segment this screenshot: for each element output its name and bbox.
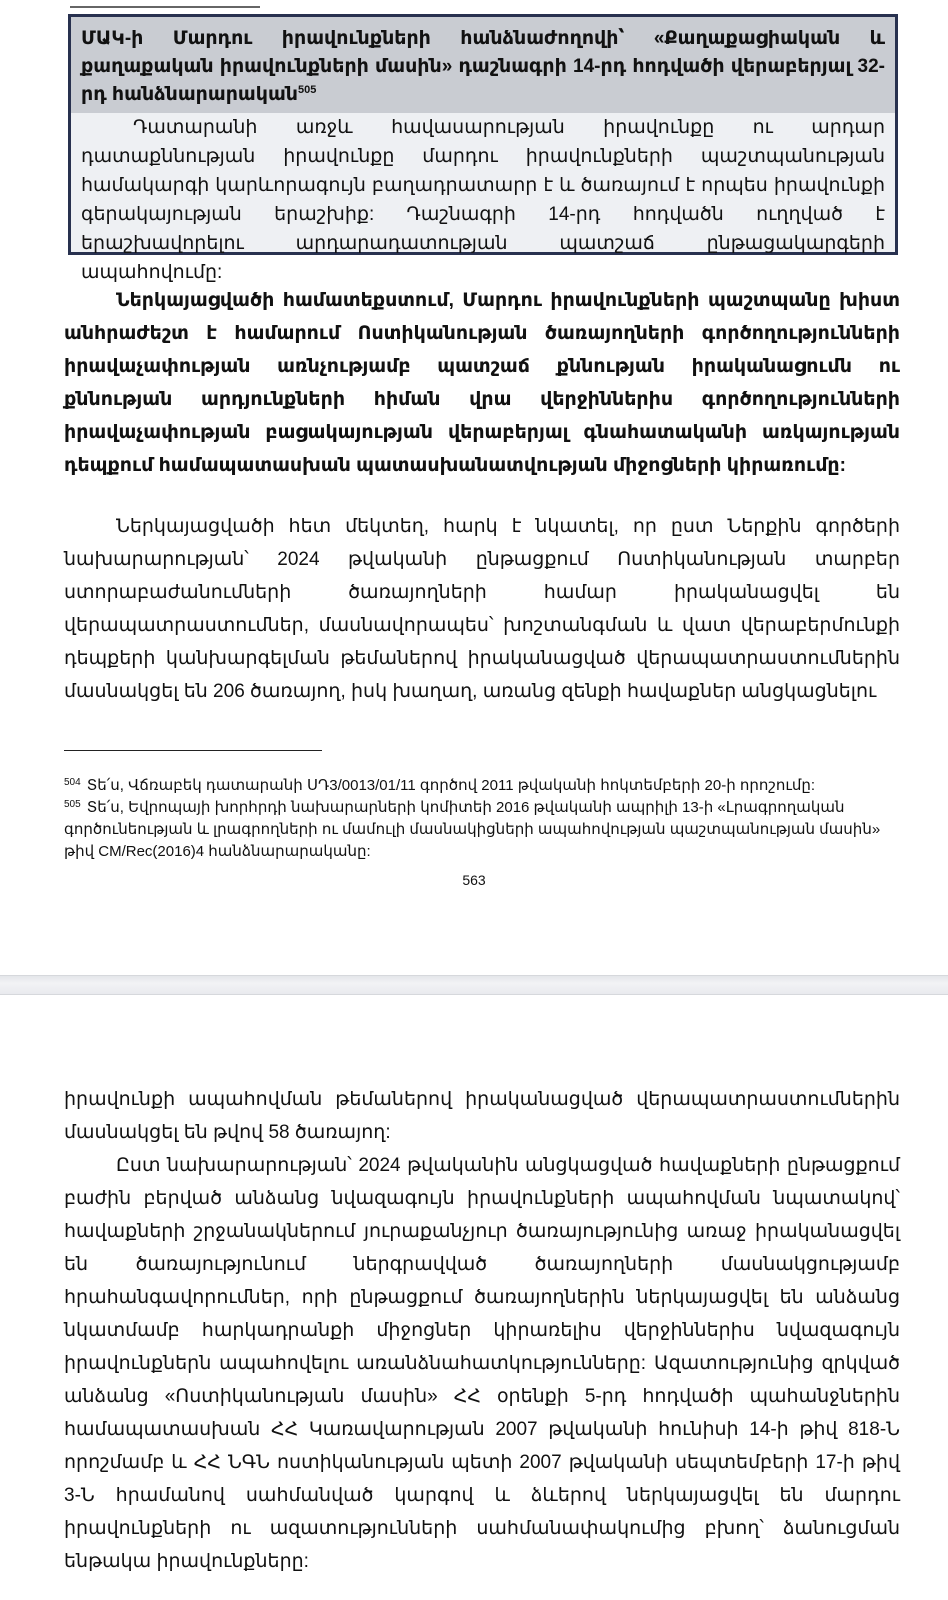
recommendation-box [68, 14, 898, 283]
page-number: 563 [462, 872, 486, 888]
bold-paragraph: Ներկայացվածի համատեքստում, Մարդու իրավունքների պաշտպանը խիստ անհրաժեշտ է համարում Ոստիկանության ծառայողների գործողությունների իրավաչափության առնչությամբ պատշաճ քննության իրականացումն ու քննության արդյունքների հիման վրա վերջիններիս գործողությունների իրավաչափության բացակայության վերաբերյալ գնահատականի առկայության դեպքում համապատասխան պատասխանատվության միջոցների կիրառումը: [64, 290, 900, 476]
paragraph-continuation: իրավունքի ապահովման թեմաներով իրականացված վերապատրաստումներին մասնակցել են թվով 58 ծառայող: [64, 1089, 900, 1143]
paragraph-trainings: Ներկայացվածի հետ մեկտեղ, հարկ է նկատել, որ ըստ Ներքին գործերի նախարարության՝ 2024 թվականի ընթացքում Ոստիկանության տարբեր ստորաբաժանումների ծառայողների համար իրականացվել են վերապատրաստումներ, մասնավորապես՝ խոշտանգման և վատ վերաբերմունքի դեպքերի կանխարգելման թեմաներով իրականացված վերապատրաստումներին մասնակցել են 206 ծառայող, իսկ խաղաղ, առանց զենքի հավաքներ անցկացնելու [64, 516, 900, 702]
page-separator [0, 975, 948, 995]
footnotes [64, 775, 904, 863]
document-page-564 [0, 995, 948, 1600]
footnote-ref-505: 505 [298, 84, 317, 96]
footnote-505: $^{505}$ Տե՛ս, Եվրոպայի խորհրդի նախարարների կոմիտեի 2016 թվականի ապրիլի 13-ի «Լրագրողական գործունեության և լրագրողների ու մամուլի մասնակիցների ապահովության պաշտպանության մասին» թիվ CM/Rec(2016)4 հանձնարարականը: [64, 799, 881, 860]
footnote-504: $^{504}$ Տե՛ս, Վճռաբեկ դատարանի ՍԴ3/0013/01/11 գործով 2011 թվականի հոկտեմբերի 20-ի որոշումը: [64, 777, 816, 794]
previous-text-underline [70, 0, 260, 8]
footnote-divider [64, 750, 322, 751]
box-title: ՄԱԿ-ի Մարդու իրավունքների հանձնաժողովի՝ «Քաղաքացիական և քաղաքական իրավունքների մասին» դաշնագրի 14-րդ հոդվածի վերաբերյալ 32-րդ հանձնարարական$^{505}$ [71, 17, 895, 113]
paragraph-assemblies: Ըստ նախարարության՝ 2024 թվականին անցկացված հավաքների ընթացքում բաժին բերված անձանց նվազագույն իրավունքների ապահովման նպատակով՝ հավաքների շրջանակներում յուրաքանչյուր ծառայությունից առաջ իրականացվել են ծառայությունում ներգրավված ծառայողների մասնակցությամբ հրահանգավորումներ, որի ընթացքում ծառայողներին ներկայացվել են անձանց նկատմամբ հարկադրանքի միջոցներ կիրառելիս վերջիններիս նվազագույն իրավունքներն ապահովելու առանձնահատկությունները: Ազատությունից զրկված անձանց «Ոստիկանության մասին» ՀՀ օրենքի 5-րդ հոդվածի պահանջներին համապատասխան ՀՀ Կառավարության 2007 թվականի հունիսի 14-ի թիվ 818-Ն որոշմամբ և ՀՀ ՆԳՆ ոստիկանության պետի 2007 թվականի սեպտեմբերի 17-ի թիվ 3-Ն հրամանով սահմանված կարգով և ձևերով ներկայացվել են մարդու իրավունքների ու ազատությունների սահմանափակումից բխող՝ ձանուցման ենթակա իրավունքները: [64, 1155, 900, 1572]
box-body-text: Դատարանի առջև հավասարության իրավունքը ու արդար դատաքննության իրավունքը մարդու իրավունքների պաշտպանության համակարգի կարևորագույն բաղադրատարր է և ծառայում է որպես իրավունքի գերակայության երաշխիք: Դաշնագրի 14-րդ հոդվածն ուղղված է երաշխավորելու արդարադատության պատշաճ ընթացակարգերի ապահովումը: [81, 117, 885, 283]
